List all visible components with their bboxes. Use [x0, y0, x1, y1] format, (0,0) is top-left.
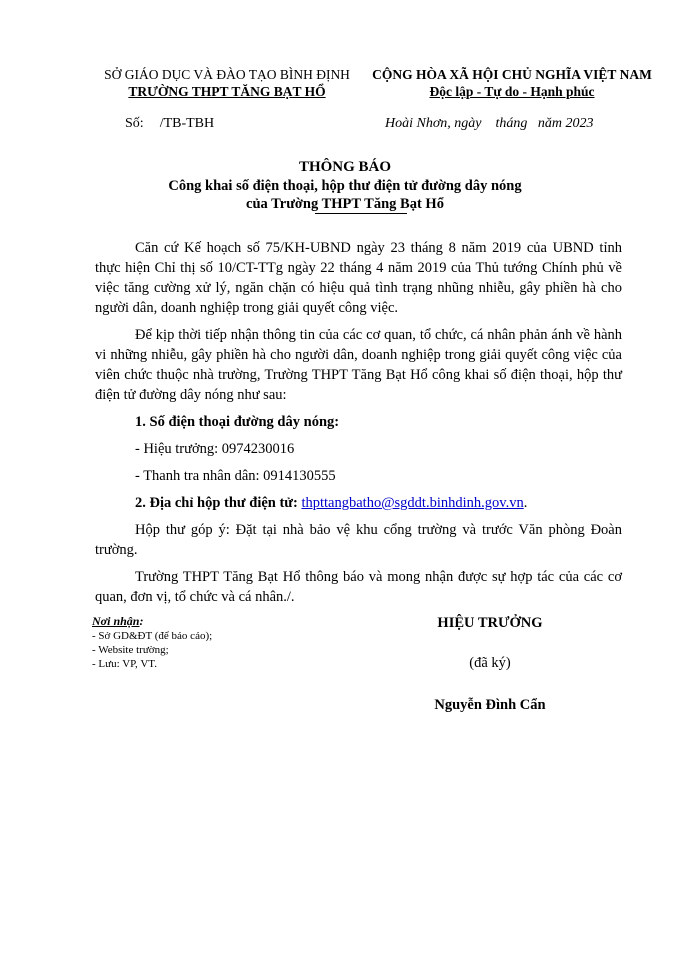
recipients-label: Nơi nhận [92, 614, 140, 628]
recipients-heading [92, 614, 212, 629]
document-subtitle-1: Công khai số điện thoại, hộp thư điện tử đường dây nóng [168, 178, 522, 194]
email-line [95, 493, 622, 513]
paragraph-feedback-box: Hộp thư góp ý: Đặt tại nhà bảo vệ khu cổng trường và trước Văn phòng Đoàn trường. [95, 522, 622, 558]
document-subtitle-2: của Trường THPT Tăng Bạt Hổ [246, 196, 444, 212]
heading-hotline: 1. Số điện thoại đường dây nóng: [135, 414, 340, 430]
hotline-inspection: - Thanh tra nhân dân: 0914130555 [135, 468, 336, 484]
recipient-item: - Website trường; [92, 644, 169, 656]
recipient-item: - Sở GD&ĐT (để báo cáo); [92, 630, 213, 642]
document-body [95, 238, 622, 607]
email-period: . [523, 495, 528, 511]
issuer-school [82, 83, 372, 100]
paragraph-purpose: Để kịp thời tiếp nhận thông tin của các cơ quan, tổ chức, cá nhân phản ánh về hành vi những nhiễu, gây phiền hà cho người dân, doanh nghiệp trong giải quyết công việc của viên chức thuộc nhà trường, Trường THPT Tăng Bạt Hổ công khai số điện thoại, hộp thư điện tử đường dây nóng như sau: [95, 327, 622, 403]
place-date: Hoài Nhơn, ngày tháng năm 2023 [385, 116, 594, 131]
issuer-authority: SỞ GIÁO DỤC VÀ ĐÀO TẠO BÌNH ĐỊNH [104, 67, 350, 82]
email-link[interactable]: thpttangbatho@sgddt.binhdinh.gov.vn [301, 495, 524, 511]
document-number-label: Số: [125, 116, 144, 131]
paragraph-legal-basis: Căn cứ Kế hoạch số 75/KH-UBND ngày 23 tháng 8 năm 2019 của UBND tỉnh thực hiện Chỉ thị số 10/CT-TTg ngày 22 tháng 4 năm 2019 của Thủ tướng Chính phủ về việc tăng cường xử lý, ngăn chặn có hiệu quả tình trạng nhũng nhiễu, gây phiền hà cho người dân, doanh nghiệp trong giải quyết công việc. [95, 240, 622, 316]
recipient-item: - Lưu: VP, VT. [92, 658, 157, 670]
hotline-principal: - Hiệu trưởng: 0974230016 [135, 441, 295, 457]
document-number-code: /TB-TBH [159, 116, 215, 131]
recipients-colon: : [139, 614, 144, 628]
paragraph-closing: Trường THPT Tăng Bạt Hổ thông báo và mong nhận được sự hợp tác của các cơ quan, đơn vị, tổ chức và cá nhân./. [95, 569, 622, 605]
national-motto-block [362, 66, 662, 100]
title-underline [315, 213, 407, 214]
document-title: THÔNG BÁO [298, 159, 392, 175]
signed-note: (đã ký) [469, 655, 511, 671]
national-title: CỘNG HÒA XÃ HỘI CHỦ NGHĨA VIỆT NAM [372, 67, 652, 82]
motto [362, 83, 662, 100]
heading-email: 2. Địa chỉ hộp thư điện tử: [135, 495, 298, 511]
issuer-school-text: TRƯỜNG THPT TĂNG BẠT HỔ [128, 84, 326, 99]
motto-text: Độc lập - Tự do - Hạnh phúc [429, 84, 595, 99]
issuer-block [82, 66, 372, 100]
signer-position: HIỆU TRƯỞNG [437, 615, 543, 631]
recipients-block [92, 614, 212, 671]
document-number [125, 116, 214, 132]
signer-name: Nguyễn Đình Cẩn [434, 697, 546, 713]
